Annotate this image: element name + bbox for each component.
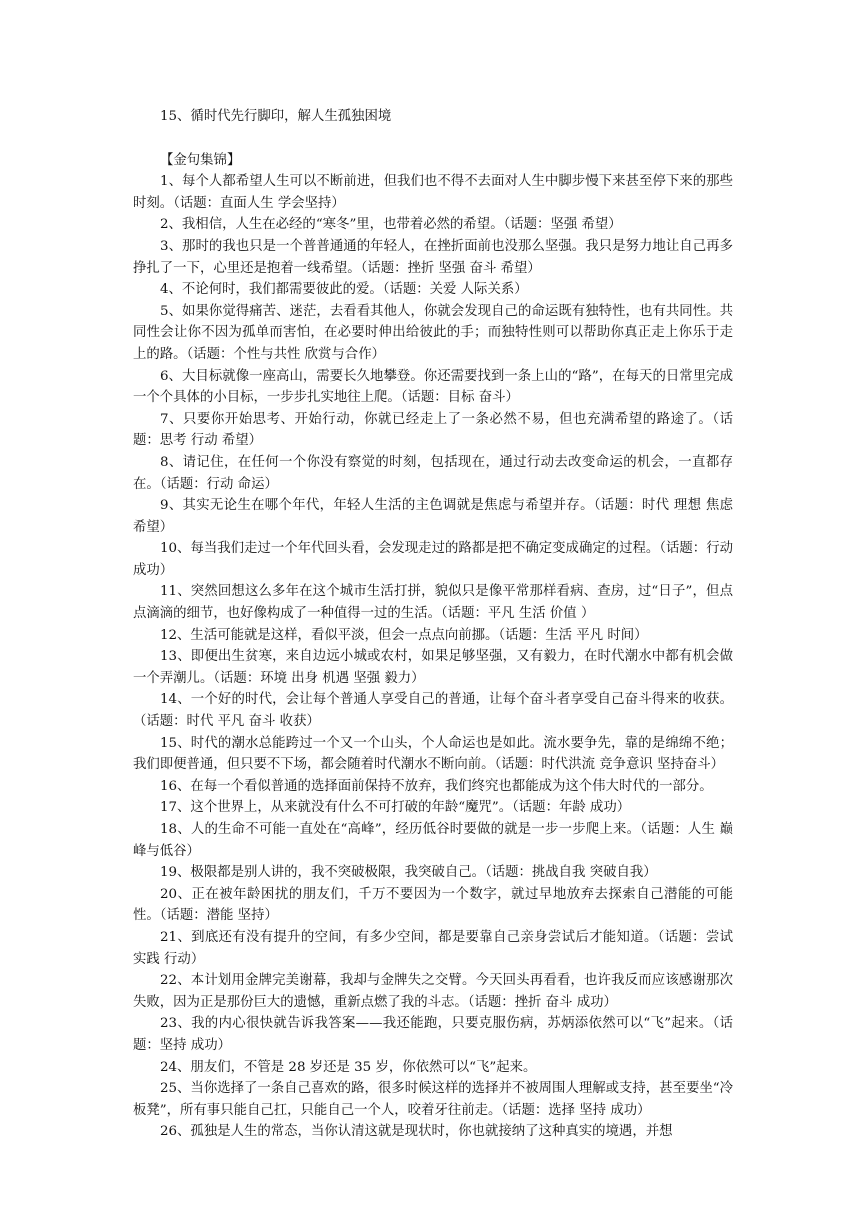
quote-item: 15、时代的潮水总能跨过一个又一个山头，个人命运也是如此。流水要争先，靠的是绵绵不绝；我们即便普通，但只要不下场，都会随着时代潮水不断向前。（话题：时代洪流 竞争意识 坚持奋斗） [133, 735, 733, 773]
quote-item: 8、请记住，在任何一个你没有察觉的时刻，包括现在，通过行动去改变命运的机会，一直都存在。（话题：行动 命运） [133, 454, 733, 492]
section-title: 【金句集锦】 [160, 152, 241, 168]
quote-item: 1、每个人都希望人生可以不断前进，但我们也不得不去面对人生中脚步慢下来甚至停下来的那些时刻。（话题：直面人生 学会坚持） [133, 174, 733, 211]
quote-item: 14、一个好的时代，会让每个普通人享受自己的普通，让每个奋斗者享受自己奋斗得来的收获。（话题：时代 平凡 奋斗 收获） [133, 692, 733, 730]
quote-item: 3、那时的我也只是一个普普通通的年轻人，在挫折面前也没那么坚强。我只是努力地让自己再多挣扎了一下，心里还是抱着一线希望。（话题：挫折 坚强 奋斗 希望） [133, 238, 733, 276]
quote-item: 9、其实无论生在哪个年代，年轻人生活的主色调就是焦虑与希望并存。（话题：时代 理想 焦虑 希望） [133, 498, 733, 535]
quote-item: 5、如果你觉得痛苦、迷茫，去看看其他人，你就会发现自己的命运既有独特性，也有共同性。共同性会让你不因为孤单而害怕，在必要时伸出给彼此的手；而独特性则可以帮助你真正走上你乐于走上的路。（话题：个性与共性 欣赏与合作） [133, 303, 733, 362]
quote-item: 16、在每一个看似普通的选择面前保持不放弃，我们终究也都能成为这个伟大时代的一部分。 [160, 778, 713, 794]
quote-item: 13、即便出生贫寒，来自边远小城或农村，如果足够坚强，又有毅力，在时代潮水中都有机会做一个弄潮儿。（话题：环境 出身 机遇 坚强 毅力） [133, 649, 733, 686]
heading-item: 15、循时代先行脚印，解人生孤独困境 [160, 109, 392, 124]
quote-item: 18、人的生命不可能一直处在“高峰”，经历低谷时要做的就是一步一步爬上来。（话题：人生 巅峰与低谷） [133, 822, 733, 859]
quote-item: 25、当你选择了一条自己喜欢的路，很多时候这样的选择并不被周围人理解或支持，甚至要坐“冷板凳”，所有事只能自己扛，只能自己一个人，咬着牙往前走。（话题：选择 坚持 成功） [133, 1081, 733, 1118]
quote-item: 20、正在被年龄困扰的朋友们，千万不要因为一个数字，就过早地放弃去探索自己潜能的可能性。（话题：潜能 坚持） [133, 886, 733, 924]
quote-item: 11、突然回想这么多年在这个城市生活打拼，貌似只是像平常那样看病、查房，过“日子”，但点点滴滴的细节，也好像构成了一种值得一过的生活。（话题：平凡 生活 价值 ） [133, 584, 733, 622]
quote-item: 2、我相信，人生在必经的“寒冬”里，也带着必然的希望。（话题：坚强 希望） [160, 217, 622, 233]
quote-item: 24、朋友们，不管是 28 岁还是 35 岁，你依然可以“飞”起来。 [160, 1059, 537, 1075]
quote-item: 23、我的内心很快就告诉我答案——我还能跑，只要克服伤病，苏炳添依然可以“飞”起来。（话题：坚持 成功） [133, 1016, 733, 1053]
quote-item: 12、生活可能就是这样，看似平淡，但会一点点向前挪。（话题：生活 平凡 时间） [160, 627, 648, 643]
quote-item: 19、极限都是别人讲的，我不突破极限，我突破自己。（话题：挑战自我 突破自我） [160, 865, 657, 881]
document-body [133, 106, 733, 1143]
quote-item: 22、本计划用金牌完美谢幕，我却与金牌失之交臂。今天回头再看看，也许我反而应该感谢那次失败，因为正是那份巨大的遗憾，重新点燃了我的斗志。（话题：挫折 奋斗 成功） [133, 973, 733, 1010]
quote-item: 26、孤独是人生的常态，当你认清这就是现状时，你也就接纳了这种真实的境遇，并想 [160, 1124, 673, 1140]
quote-item: 21、到底还有没有提升的空间，有多少空间，都是要靠自己亲身尝试后才能知道。（话题：尝试 实践 行动） [133, 929, 733, 967]
quote-item: 10、每当我们走过一个年代回头看，会发现走过的路都是把不确定变成确定的过程。（话题：行动 成功） [133, 541, 733, 578]
quote-item: 17、这个世界上，从来就没有什么不可打破的年龄“魔咒”。（话题：年龄 成功） [160, 800, 631, 816]
quote-item: 6、大目标就像一座高山，需要长久地攀登。你还需要找到一条上山的“路”，在每天的日常里完成一个个具体的小目标，一步步扎实地往上爬。（话题：目标 奋斗） [133, 368, 733, 406]
quote-item: 7、只要你开始思考、开始行动，你就已经走上了一条必然不易，但也充满希望的路途了。（话题：思考 行动 希望） [133, 411, 733, 449]
quote-item: 4、不论何时，我们都需要彼此的爱。（话题：关爱 人际关系） [160, 282, 528, 298]
